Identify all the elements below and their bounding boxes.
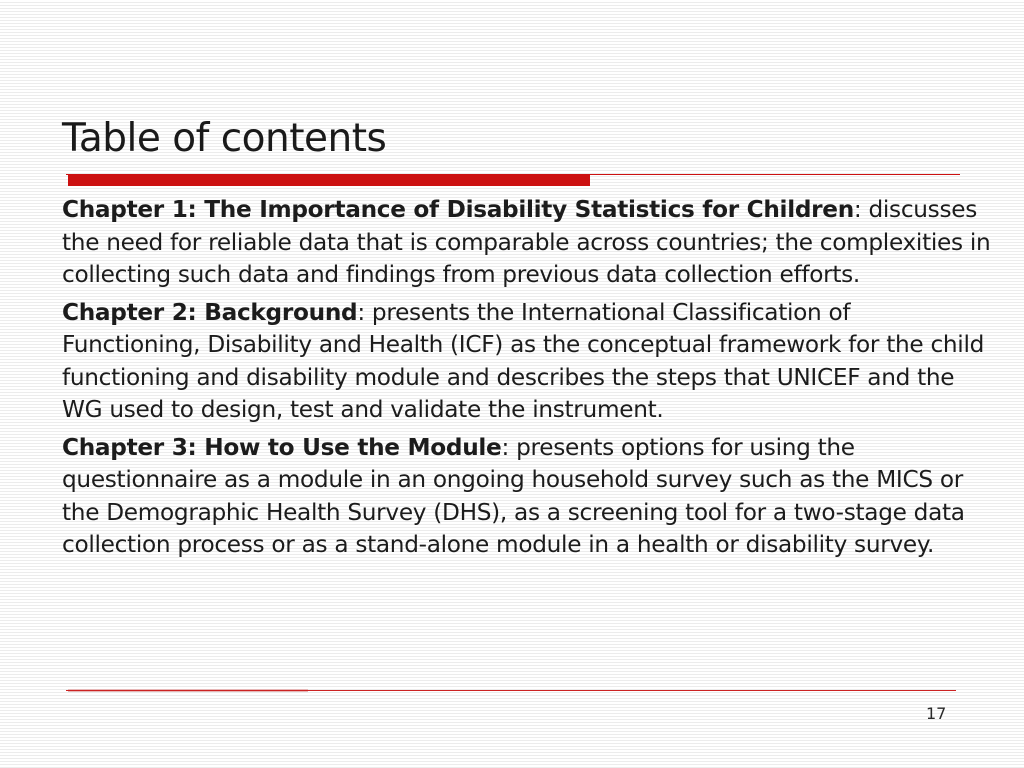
- slide-title: Table of contents: [62, 116, 387, 161]
- chapter-2-separator: :: [357, 298, 365, 326]
- contents-list: [62, 194, 992, 567]
- chapter-1-entry: [62, 194, 992, 292]
- chapter-1-description: discusses the need for reliable data that is comparable across countries; the complexities in collecting such data and findings from previous data collection efforts.: [62, 196, 991, 288]
- chapter-2-description: presents the International Classification of Functioning, Disability and Health (ICF) as the conceptual framework for the child functioning and disability module and describes the steps that UNICEF and the WG used to design, test and validate the instrument.: [62, 298, 985, 423]
- chapter-3-separator: :: [501, 433, 510, 461]
- chapter-3-description: presents options for using the questionnaire as a module in an ongoing household survey such as the MICS or the Demographic Health Survey (DHS), as a screening tool for a two-stage data collection process or as a stand-alone module in a health or disability survey.: [62, 433, 965, 558]
- footer-rule: [66, 690, 956, 691]
- chapter-1-heading: Chapter 1: The Importance of Disability Statistics for Children: [62, 196, 854, 223]
- chapter-3-entry: [62, 432, 992, 562]
- chapter-2-heading: Chapter 2: Background: [62, 298, 358, 326]
- chapter-3-heading: Chapter 3: How to Use the Module: [62, 433, 502, 461]
- title-underline-thick: [68, 175, 590, 186]
- chapter-1-separator: :: [853, 196, 862, 223]
- chapter-2-entry: [62, 297, 992, 427]
- page-number: 17: [926, 704, 947, 723]
